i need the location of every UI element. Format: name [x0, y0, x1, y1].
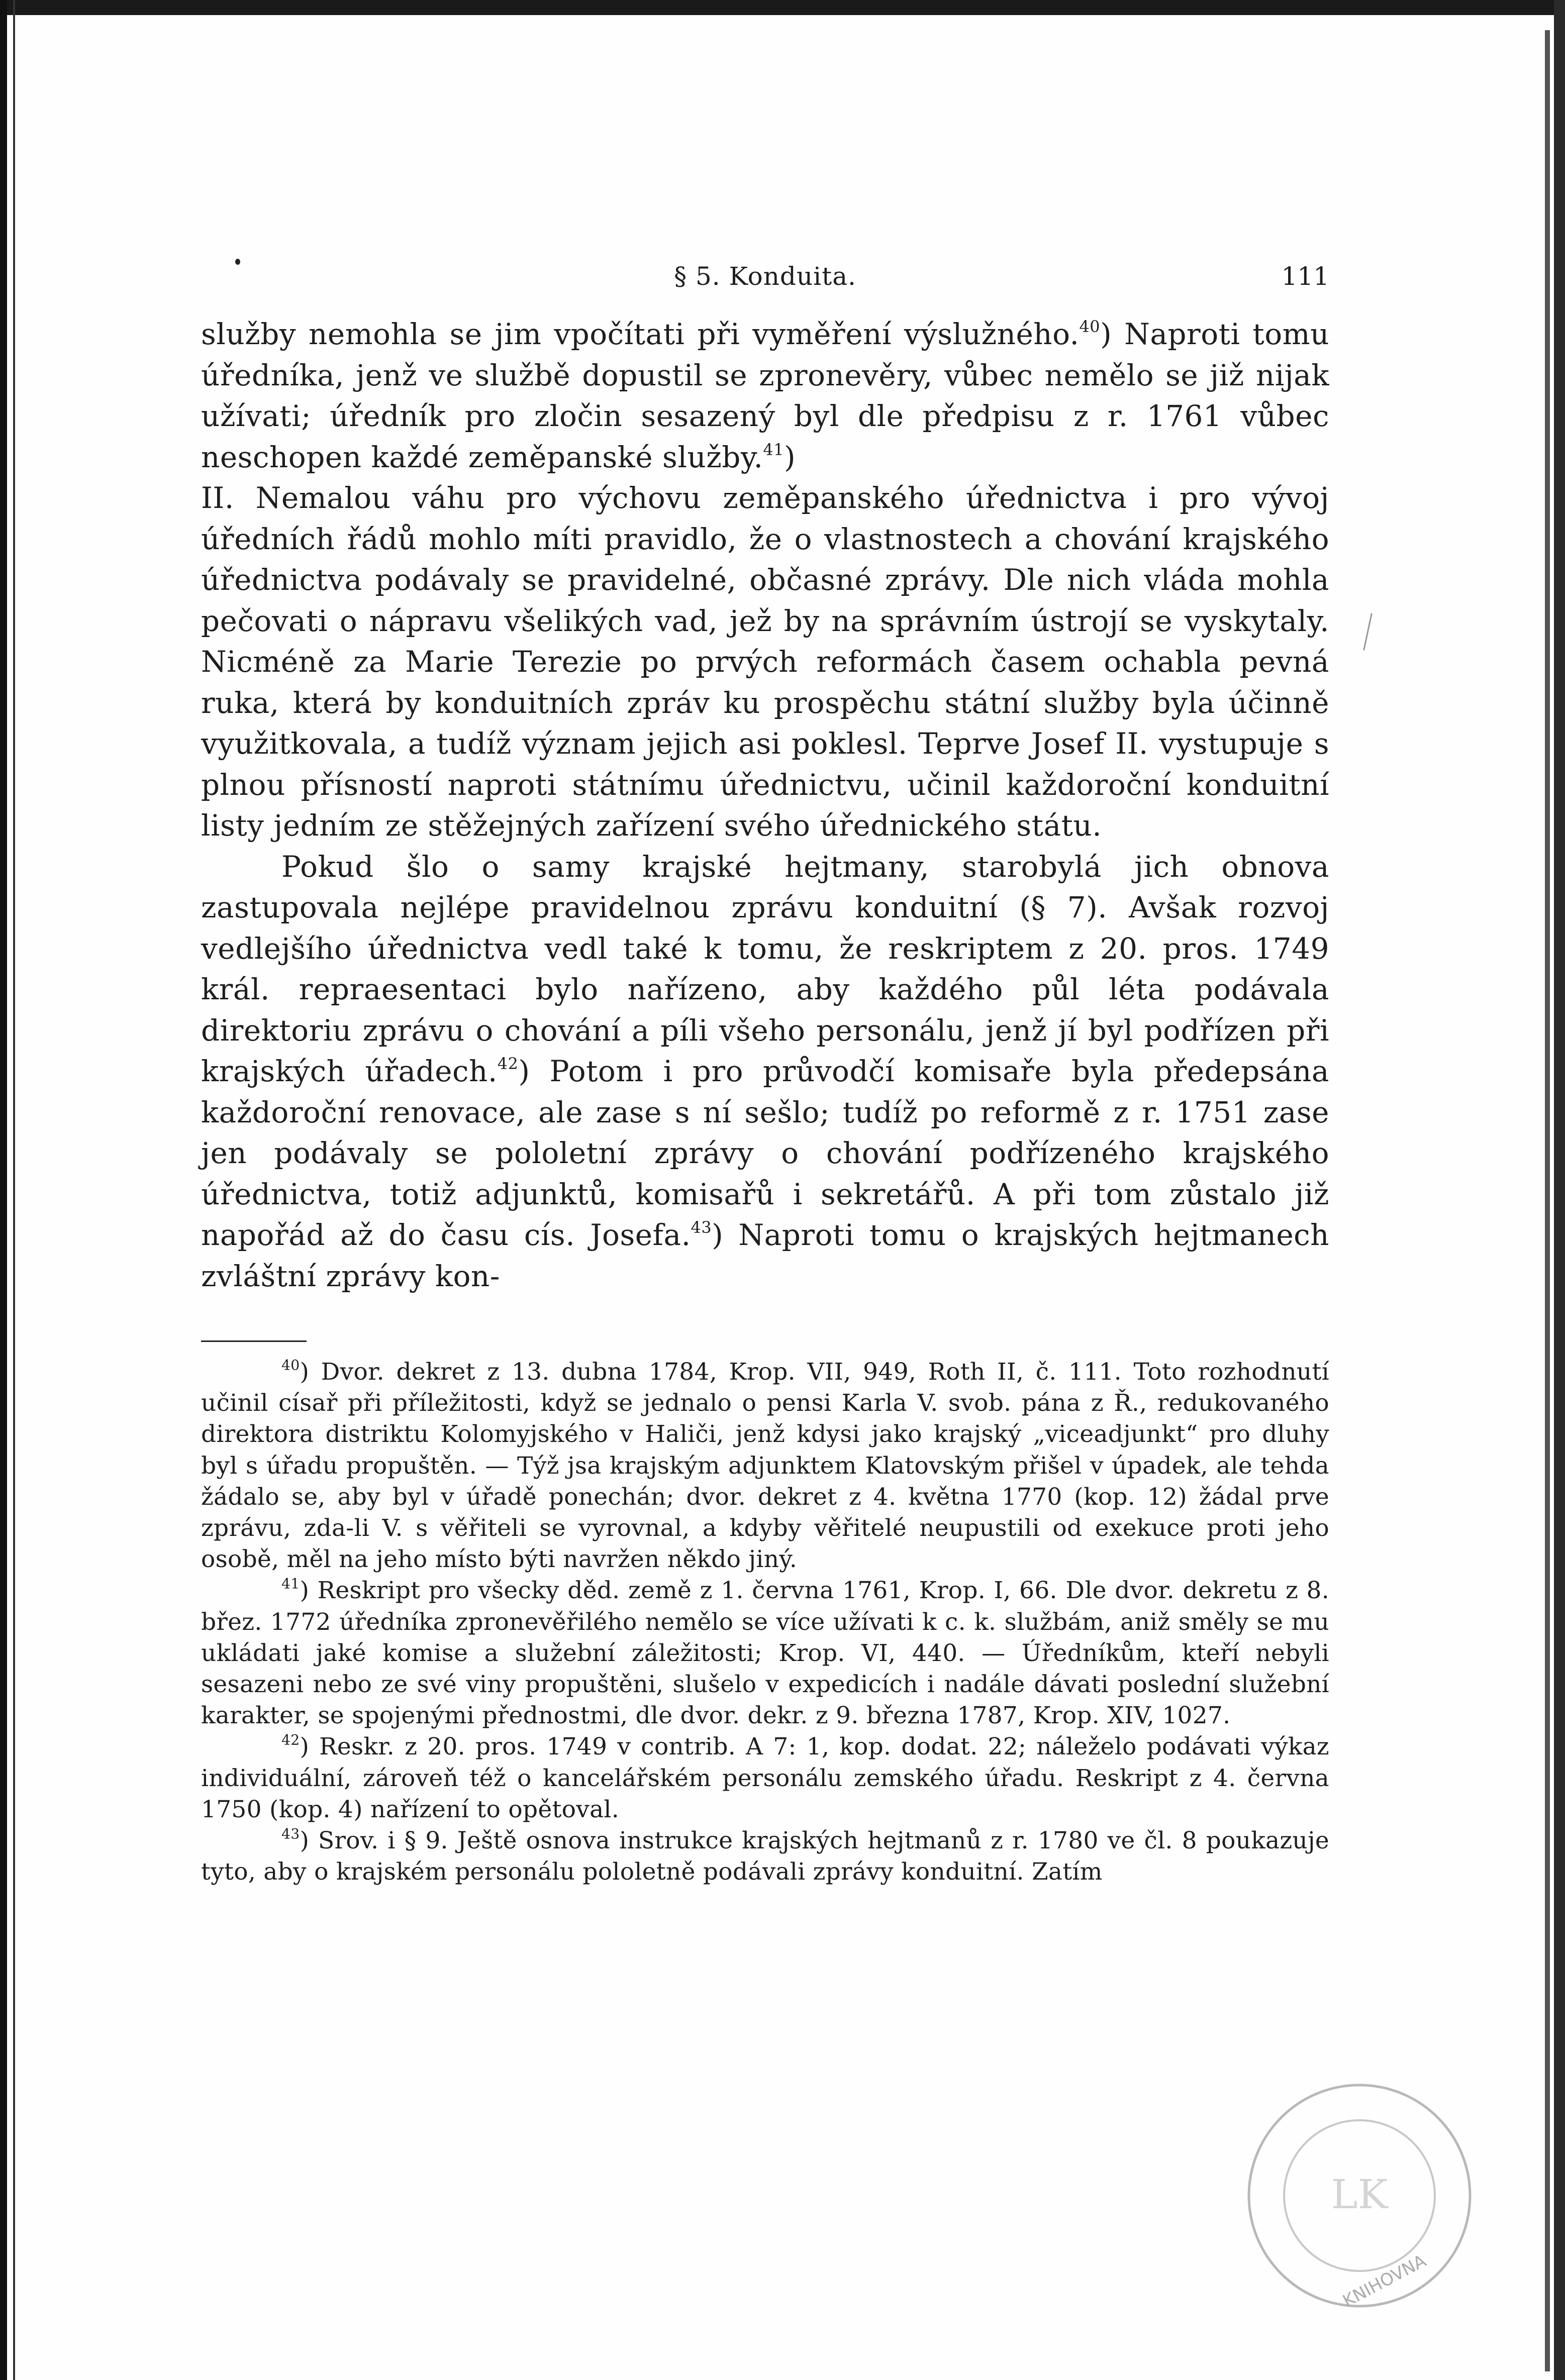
text-segment: služby nemohla se jim vpočítati při vyměření výslužného. [201, 317, 1080, 351]
text-segment: ) Naproti tomu úředníka, jenž ve službě dopustil se zpronevěry, vůbec nemělo se již nijak užívati; úředník pro zločin sesazený byl dle předpisu z r. 1761 vůbec neschopen každé zeměpanské služby. [201, 317, 1330, 474]
stamp-monogram: LK [1331, 2171, 1388, 2218]
stamp-ring-text: KNIHOVNA [1339, 2251, 1430, 2312]
library-stamp [1234, 2070, 1485, 2321]
margin-pencil-mark [1363, 613, 1373, 651]
footnote-mark: 42 [281, 1731, 300, 1748]
footnote-mark: 41 [281, 1575, 300, 1592]
paragraph-3 [201, 847, 1329, 1297]
footnote-mark: 43 [281, 1825, 300, 1842]
text-segment: II. Nemalou váhu pro výchovu zeměpanského úřednictva i pro vývoj úředních řádů mohlo míti pravidlo, že o vlastnostech a chování krajského úřednictva podávaly se pravidelné, občasné zprávy. Dle nich vláda mohla pečovati o nápravu všelikých vad, jež by na správním ústrojí se vyskytaly. Nicméně za Marie Terezie po prvých reformách časem ochabla pevná ruka, která by konduitních zpráv ku prospěchu státní služby byla účinně využitkovala, a tudíž význam jejich asi poklesl. Teprve Josef II. vystupuje s plnou přísností naproti státnímu úřednictvu, učinil každoroční konduitní listy jedním ze stěžejných zařízení svého úřednického státu. [201, 481, 1329, 843]
text-segment: ) Naproti tomu o krajských hejtmanech zvláštní zprávy kon- [201, 1218, 1329, 1293]
paragraph-1 [201, 314, 1329, 478]
scan-edge-left [0, 0, 7, 2380]
footnotes [201, 1357, 1329, 1888]
footnote-41 [201, 1575, 1329, 1731]
footnote-ref-41: 41 [763, 440, 784, 459]
footnote-rule [201, 1340, 307, 1342]
running-header [201, 256, 1329, 296]
text-segment: ) Potom i pro průvodčí komisaře byla předepsána každoroční renovace, ale zase s ní sešlo; tudíž po reformě z r. 1751 zase jen podávaly se pololetní zprávy o chování podřízeného krajského úřednictva, totiž adjunktů, komisařů i sekretářů. A při tom zůstalo již napořád až do času cís. Josefa. [201, 1054, 1329, 1252]
footnote-text: ) Srov. i § 9. Ještě osnova instrukce krajských hejtmanů z r. 1780 ve čl. 8 poukazuje tyto, aby o krajském personálu pololetně podávali zprávy konduitní. Zatím [201, 1827, 1329, 1886]
footnote-text: ) Reskr. z 20. pros. 1749 v contrib. A 7: 1, kop. dodat. 22; náleželo podávati výkaz individuální, zároveň též o kancelářském personálu zemského úřadu. Reskript z 4. června 1750 (kop. 4) nařízení to opětoval. [201, 1733, 1329, 1823]
footnote-43 [201, 1825, 1329, 1888]
page-number: 111 [1281, 262, 1329, 291]
footnote-text: ) Dvor. dekret z 13. dubna 1784, Krop. VII, 949, Roth II, č. 111. Toto rozhodnutí učinil císař při příležitosti, když se jednalo o pensi Karla V. svob. pána z Ř., redukovaného direktora distriktu Kolomyjského v Haliči, jenž kdysi jako krajský „viceadjunkt“ pro dluhy byl s úřadu propuštěn. — Týž jsa krajským adjunktem Klatovským přišel v úpadek, ale tehda žádalo se, aby byl v úřadě ponechán; dvor. dekret z 4. května 1770 (kop. 12) žádal prve zprávu, zda-li V. s věřiteli se vyrovnal, a kdyby věřitelé neupustili od exekuce proti jeho osobě, měl na jeho místo býti navržen někdo jiný. [201, 1358, 1329, 1574]
footnote-42 [201, 1731, 1329, 1825]
footnote-mark: 40 [281, 1357, 300, 1374]
scan-edge-left-line [13, 0, 15, 2380]
scan-edge-right [1554, 0, 1565, 2380]
text-segment: Pokud šlo o samy krajské hejtmany, starobylá jich obnova zastupovala nejlépe pravidelnou zprávu konduitní (§ 7). Avšak rozvoj vedlejšího úřednictva vedl také k tomu, že reskriptem z 20. pros. 1749 král. repraesentaci bylo nařízeno, aby každého půl léta podávala direktoriu zprávu o chování a píli všeho personálu, jenž jí byl podřízen při krajských úřadech. [201, 849, 1329, 1088]
footnote-text: ) Reskript pro všecky děd. země z 1. června 1761, Krop. I, 66. Dle dvor. dekretu z 8. břez. 1772 úředníka zpronevěřilého nemělo se více užívati k c. k. službám, aniž směly se mu ukládati jaké komise a služební záležitosti; Krop. VI, 440. — Úředníkům, kteří nebyli sesazeni nebo ze své viny propuštěni, slušelo v expedicích i nadále dávati poslední služební karakter, se spojenými přednostmi, dle dvor. dekr. z 9. března 1787, Krop. XIV, 1027. [201, 1577, 1329, 1730]
footnote-40 [201, 1357, 1329, 1575]
main-text [201, 314, 1329, 1297]
running-title: § 5. Konduita. [674, 262, 856, 291]
text-segment: ) [784, 440, 796, 474]
footnote-ref-42: 42 [497, 1054, 519, 1074]
footnote-ref-43: 43 [691, 1218, 712, 1237]
scan-edge-top [0, 0, 1565, 15]
footnote-ref-40: 40 [1079, 317, 1101, 337]
paragraph-2 [201, 478, 1329, 847]
scan-edge-right-line [1545, 30, 1550, 2371]
